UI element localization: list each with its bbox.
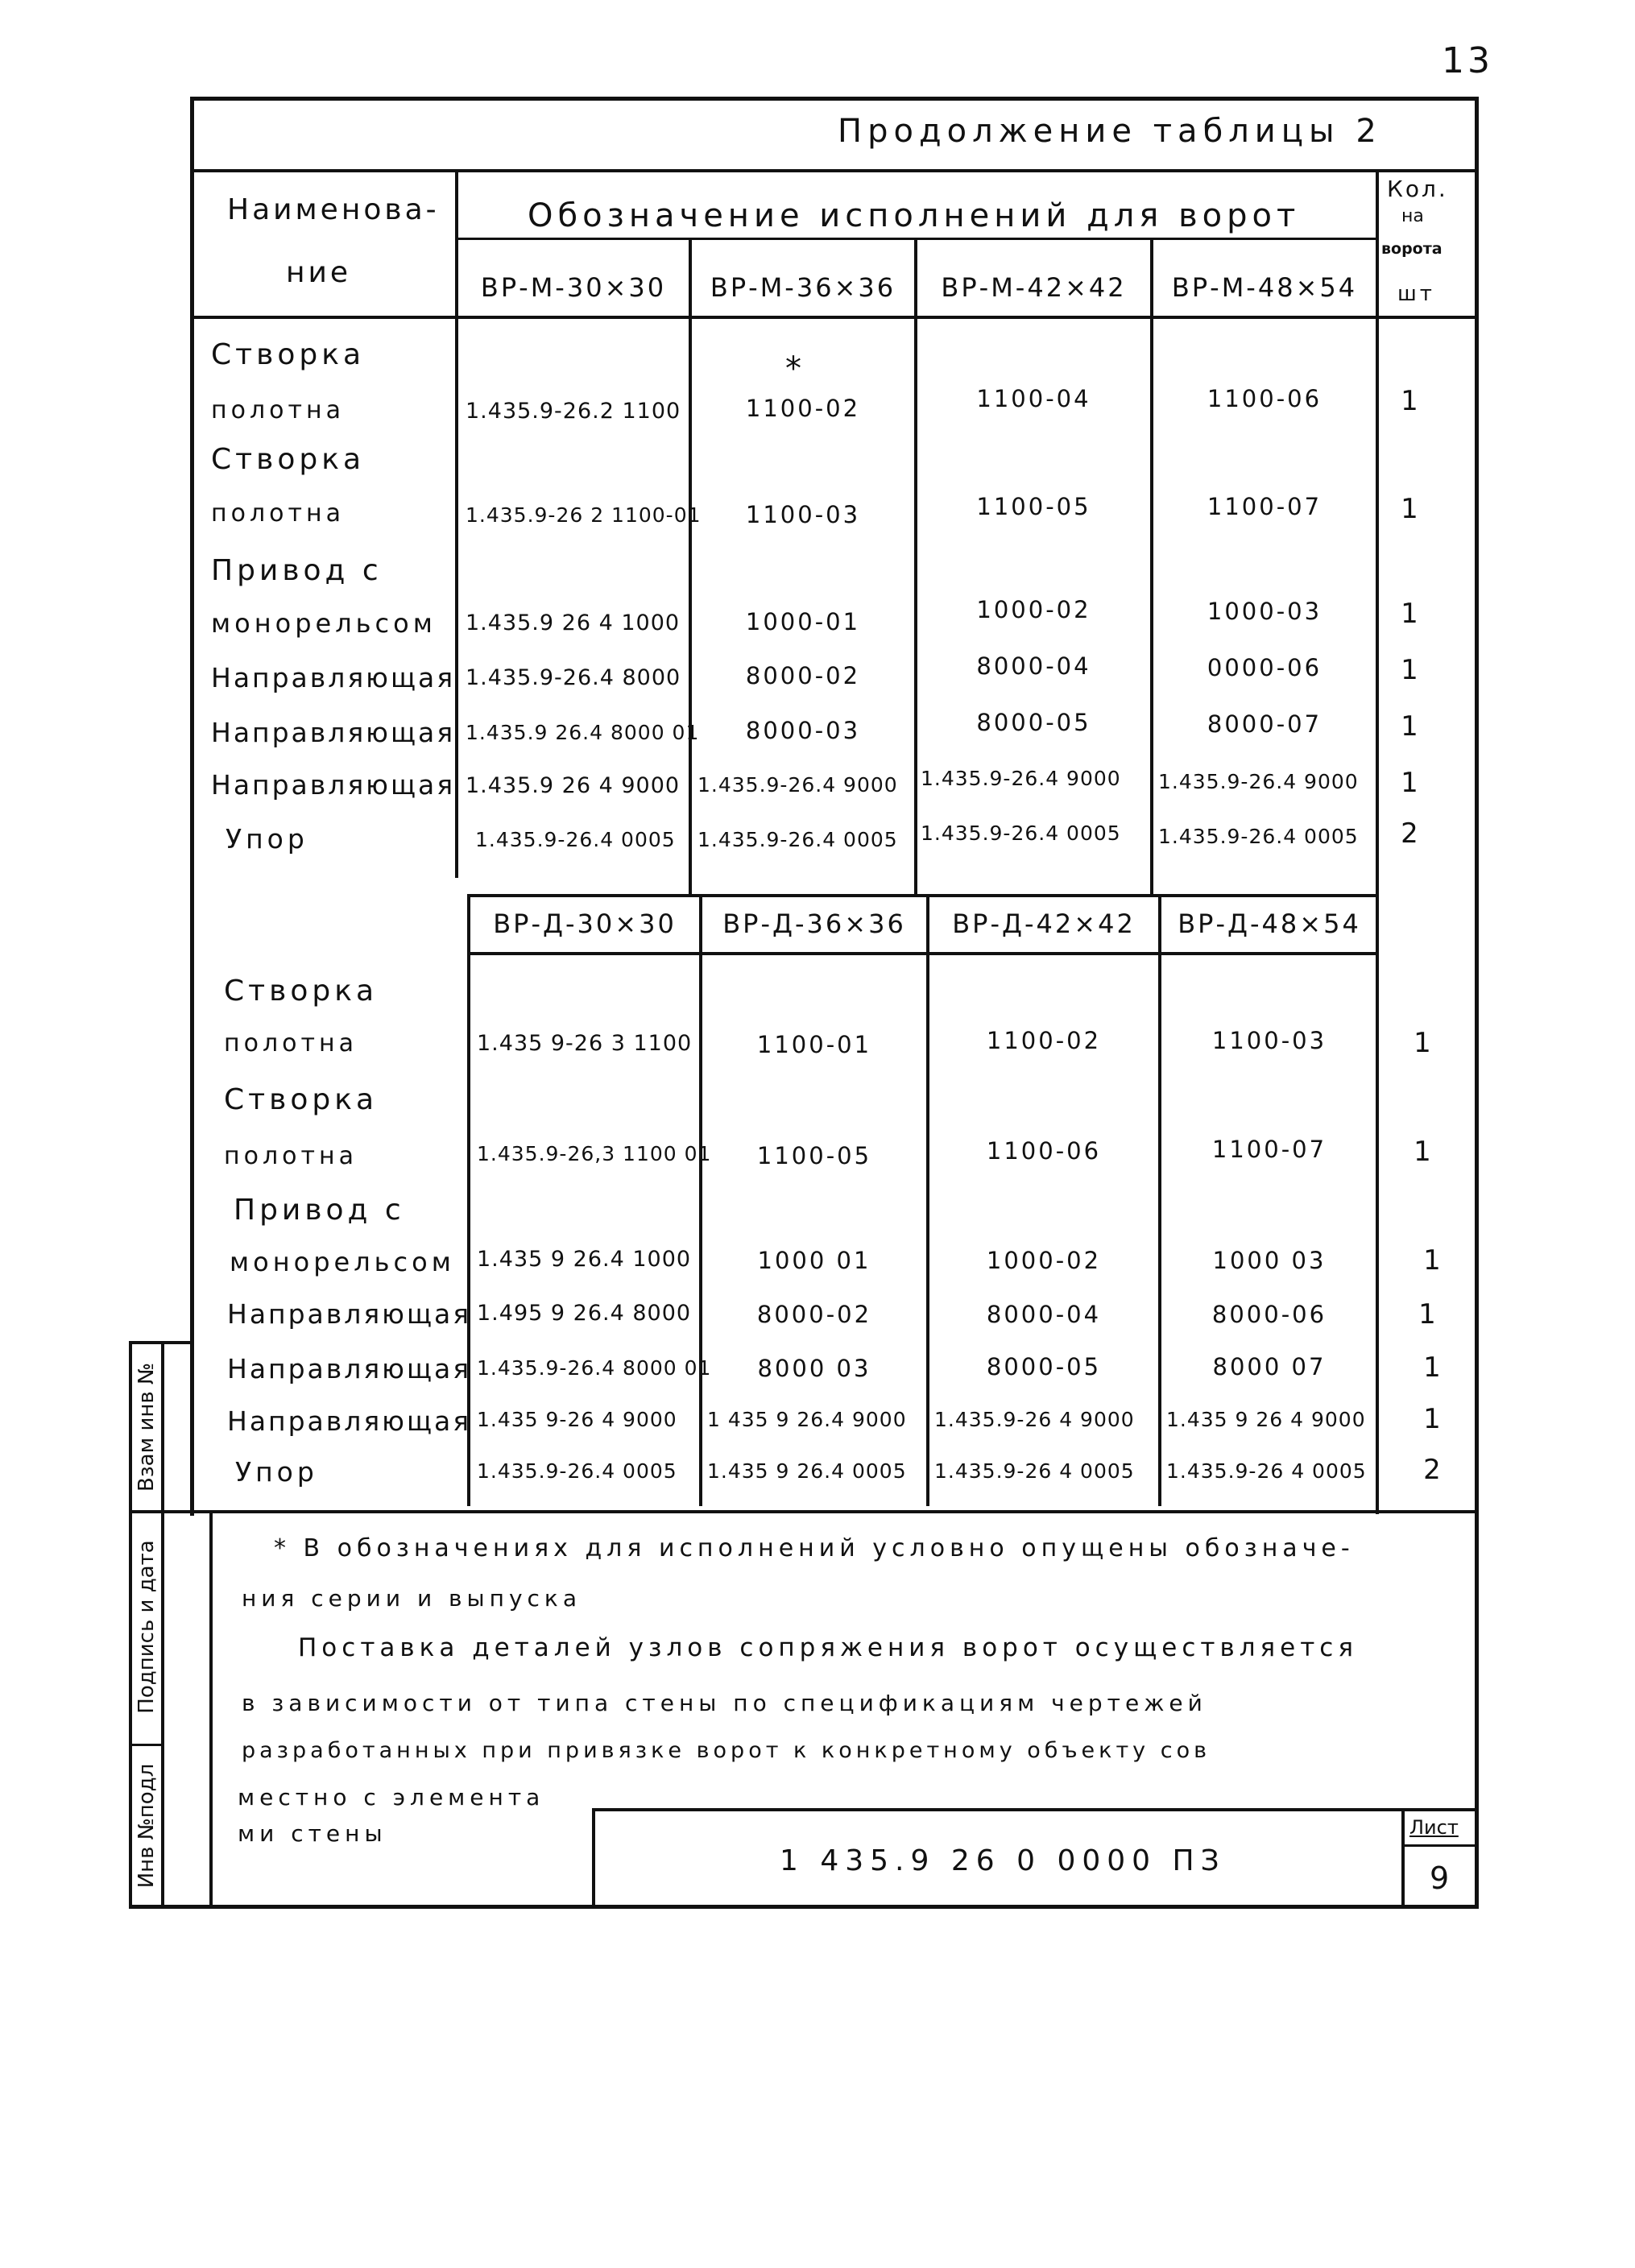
m-row7-qty: 2 bbox=[1401, 817, 1418, 850]
m-row5-qty: 1 bbox=[1401, 710, 1418, 743]
m-row7-name: Упор bbox=[226, 823, 308, 855]
m-row1-code-3: 1100-04 bbox=[976, 385, 1091, 412]
m-row3-code-3: 1000-02 bbox=[976, 596, 1091, 623]
d-row2-code-3: 1100-06 bbox=[986, 1137, 1102, 1165]
m-row5-code-3: 8000-05 bbox=[976, 709, 1091, 736]
d-row5-code-4: 8000 07 bbox=[1212, 1353, 1327, 1380]
d-row2-code-1: 1.435.9-26,3 1100 01 bbox=[477, 1142, 712, 1165]
d-hdr-bottom bbox=[467, 952, 1377, 955]
note-line-7: ми стены bbox=[238, 1820, 387, 1847]
m-row1-name-1: Створка bbox=[211, 338, 366, 371]
d-row5-code-2: 8000 03 bbox=[757, 1355, 871, 1382]
m-row5-code-1: 1.435.9 26.4 8000 01 bbox=[466, 721, 700, 744]
frame-top bbox=[190, 97, 1479, 101]
m-row2-code-1: 1.435.9-26 2 1100-01 bbox=[466, 503, 702, 527]
d-row1-code-1: 1.435 9-26 3 1100 bbox=[477, 1031, 693, 1056]
frame-right bbox=[1475, 97, 1479, 1909]
m-row7-code-2: 1.435.9-26.4 0005 bbox=[697, 828, 898, 851]
d-col-div-3 bbox=[1158, 894, 1161, 1506]
side-strip-inner bbox=[161, 1341, 164, 1909]
table-title: Продолжение таблицы 2 bbox=[838, 113, 1382, 150]
m-col-header-4: ВР-М-48×54 bbox=[1171, 272, 1358, 303]
note-line-1: * В обозначениях для исполнений условно опущены обозначе- bbox=[274, 1534, 1355, 1562]
d-row2-code-2: 1100-05 bbox=[756, 1142, 872, 1169]
m-row1-code-4: 1100-06 bbox=[1207, 385, 1322, 412]
m-row7-code-3: 1.435.9-26.4 0005 bbox=[921, 822, 1121, 845]
d-row5-code-3: 8000-05 bbox=[986, 1353, 1102, 1380]
m-row4-qty: 1 bbox=[1401, 654, 1418, 686]
d-row1-code-2: 1100-01 bbox=[756, 1031, 872, 1058]
d-row7-name: Упор bbox=[235, 1456, 318, 1488]
d-row4-name: Направляющая bbox=[227, 1298, 472, 1330]
stamp-sheet-label: Лист bbox=[1409, 1816, 1459, 1839]
m-row3-code-2: 1000-01 bbox=[745, 608, 861, 635]
d-row6-code-4: 1.435 9 26 4 9000 bbox=[1166, 1408, 1366, 1431]
d-row4-code-3: 8000-04 bbox=[986, 1301, 1102, 1328]
d-row7-code-3: 1.435.9-26 4 0005 bbox=[934, 1459, 1135, 1483]
d-row3-name-2: монорельсом bbox=[230, 1247, 455, 1277]
m-row4-code-2: 8000-02 bbox=[745, 662, 861, 689]
m-row2-name-1: Створка bbox=[211, 443, 366, 476]
d-row1-name-1: Створка bbox=[224, 975, 379, 1008]
stamp-sheet-mid bbox=[1401, 1844, 1478, 1847]
m-row5-code-4: 8000-07 bbox=[1207, 710, 1322, 738]
header-name-line1: Наименова- bbox=[227, 193, 440, 226]
d-row6-name: Направляющая bbox=[227, 1405, 472, 1437]
d-row7-qty: 2 bbox=[1423, 1454, 1441, 1486]
m-row2-qty: 1 bbox=[1401, 493, 1418, 525]
m-col-div-3 bbox=[1150, 238, 1153, 894]
d-row4-code-2: 8000-02 bbox=[756, 1301, 872, 1328]
m-row7-code-1: 1.435.9-26.4 0005 bbox=[475, 828, 676, 851]
d-row6-code-1: 1.435 9-26 4 9000 bbox=[477, 1408, 677, 1431]
m-row1-name-2: полотна bbox=[211, 396, 345, 424]
m-row3-code-1: 1.435.9 26 4 1000 bbox=[466, 610, 681, 635]
d-row1-qty: 1 bbox=[1414, 1027, 1431, 1059]
stamp-sheet-left bbox=[1401, 1808, 1405, 1909]
header-qty-2: на bbox=[1401, 206, 1424, 226]
m-row2-code-2: 1100-03 bbox=[745, 501, 861, 528]
d-col-header-2: ВР-Д-36×36 bbox=[722, 908, 906, 939]
note-line-4: в зависимости от типа стены по спецификациям чертежей bbox=[242, 1690, 1207, 1716]
d-row4-qty: 1 bbox=[1418, 1298, 1436, 1331]
d-row2-name-2: полотна bbox=[224, 1142, 358, 1170]
side-label-inv-podl: Инв №подл bbox=[135, 1763, 159, 1889]
d-row6-code-3: 1.435.9-26 4 9000 bbox=[934, 1408, 1135, 1431]
d-hdr-top bbox=[467, 894, 1377, 897]
m-row3-qty: 1 bbox=[1401, 598, 1418, 630]
d-row7-code-2: 1.435 9 26.4 0005 bbox=[707, 1459, 907, 1483]
m-row1-code-2: 1100-02 bbox=[745, 395, 861, 422]
m-row6-code-4: 1.435.9-26.4 9000 bbox=[1158, 770, 1359, 793]
d-col-div-1 bbox=[699, 894, 702, 1506]
header-qty-1: Кол. bbox=[1387, 176, 1448, 202]
d-row3-qty: 1 bbox=[1423, 1244, 1441, 1277]
d-row5-code-1: 1.435.9-26.4 8000 01 bbox=[477, 1356, 712, 1380]
d-col-div-2 bbox=[926, 894, 929, 1506]
d-row3-code-4: 1000 03 bbox=[1212, 1247, 1327, 1274]
note-line-5: разработанных при привязке ворот к конкретному объекту сов bbox=[242, 1738, 1211, 1763]
m-col-div-1 bbox=[689, 238, 692, 894]
m-row6-code-2: 1.435.9-26.4 9000 bbox=[697, 773, 898, 797]
m-row1-qty: 1 bbox=[1401, 385, 1418, 417]
page-number: 13 bbox=[1442, 40, 1493, 81]
d-row1-code-3: 1100-02 bbox=[986, 1027, 1102, 1054]
d-row4-code-4: 8000-06 bbox=[1211, 1301, 1327, 1328]
m-col-header-3: ВР-М-42×42 bbox=[941, 272, 1127, 303]
stamp-left bbox=[592, 1808, 595, 1909]
stamp-doc-code: 1 435.9 26 0 0000 ПЗ bbox=[780, 1844, 1226, 1877]
m-col-header-1: ВР-М-30×30 bbox=[480, 272, 667, 303]
m-row3-name-2: монорельсом bbox=[211, 608, 437, 639]
d-row7-code-4: 1.435.9-26 4 0005 bbox=[1166, 1459, 1367, 1483]
d-row2-name-1: Створка bbox=[224, 1083, 379, 1116]
m-row2-code-3: 1100-05 bbox=[976, 493, 1091, 520]
side-label-vzam: Взам инв № bbox=[135, 1363, 159, 1492]
frame-bottom bbox=[129, 1905, 1479, 1909]
m-row6-name: Направляющая bbox=[211, 769, 456, 801]
d-row1-name-2: полотна bbox=[224, 1029, 358, 1057]
d-col-header-4: ВР-Д-48×54 bbox=[1178, 908, 1361, 939]
m-row2-name-2: полотна bbox=[211, 499, 345, 528]
d-row3-name-1: Привод с bbox=[234, 1194, 405, 1227]
d-col-header-3: ВР-Д-42×42 bbox=[952, 908, 1136, 939]
d-row5-qty: 1 bbox=[1423, 1351, 1441, 1384]
title-rule bbox=[190, 169, 1479, 172]
side-strip-left bbox=[129, 1341, 132, 1909]
frame-left bbox=[190, 97, 194, 1516]
m-row2-code-4: 1100-07 bbox=[1207, 493, 1322, 520]
m-row3-name-1: Привод с bbox=[211, 554, 383, 587]
m-row4-name: Направляющая bbox=[211, 662, 456, 693]
m-col-div-2 bbox=[914, 238, 917, 894]
d-col-header-1: ВР-Д-30×30 bbox=[493, 908, 677, 939]
d-row2-qty: 1 bbox=[1414, 1136, 1431, 1168]
note-line-3: Поставка деталей узлов сопряжения ворот осуществляется bbox=[298, 1633, 1358, 1662]
m-row3-code-4: 1000-03 bbox=[1207, 598, 1322, 625]
m-row4-code-1: 1.435.9-26.4 8000 bbox=[466, 665, 681, 690]
d-row3-code-1: 1.435 9 26.4 1000 bbox=[477, 1247, 692, 1272]
m-row7-code-4: 1.435.9-26.4 0005 bbox=[1158, 825, 1359, 848]
m-col-header-2: ВР-М-36×36 bbox=[710, 272, 896, 303]
d-row3-code-3: 1000-02 bbox=[986, 1247, 1102, 1274]
notes-top-rule bbox=[129, 1510, 1479, 1513]
header-designation: Обозначение исполнений для ворот bbox=[528, 197, 1301, 234]
header-qty-4: шт bbox=[1397, 282, 1435, 306]
d-row4-code-1: 1.495 9 26.4 8000 bbox=[477, 1301, 692, 1326]
m-row6-code-1: 1.435.9 26 4 9000 bbox=[466, 773, 681, 798]
m-row4-code-4: 0000-06 bbox=[1207, 654, 1322, 681]
header-qty-3: ворота bbox=[1381, 240, 1443, 258]
m-row5-name: Направляющая bbox=[211, 717, 456, 748]
d-row6-code-2: 1 435 9 26.4 9000 bbox=[707, 1408, 907, 1431]
m-row4-code-3: 8000-04 bbox=[976, 652, 1091, 680]
d-row3-code-2: 1000 01 bbox=[757, 1247, 871, 1274]
stamp-sheet-number: 9 bbox=[1430, 1860, 1450, 1896]
note-line-6: местно с элемента bbox=[238, 1784, 545, 1811]
d-row5-name: Направляющая bbox=[227, 1353, 472, 1384]
m-row1-code-1: 1.435.9-26.2 1100 bbox=[466, 399, 681, 424]
notes-left-rule bbox=[209, 1510, 213, 1909]
m-asterisk: * bbox=[785, 350, 801, 387]
d-row6-qty: 1 bbox=[1423, 1403, 1441, 1435]
m-row6-qty: 1 bbox=[1401, 767, 1418, 799]
note-line-2: ния серии и выпуска bbox=[242, 1585, 582, 1612]
header-name-line2: ние bbox=[286, 256, 352, 289]
hdr-bottom bbox=[190, 316, 1479, 319]
stamp-top bbox=[592, 1808, 1478, 1811]
side-strip-div-1 bbox=[129, 1744, 164, 1746]
d-row7-code-1: 1.435.9-26.4 0005 bbox=[477, 1459, 677, 1483]
m-row5-code-2: 8000-03 bbox=[745, 717, 861, 744]
d-row1-code-4: 1100-03 bbox=[1211, 1027, 1327, 1054]
d-row2-code-4: 1100-07 bbox=[1211, 1136, 1327, 1163]
side-label-signature: Подпись и дата bbox=[135, 1540, 159, 1714]
m-row6-code-3: 1.435.9-26.4 9000 bbox=[921, 767, 1121, 790]
